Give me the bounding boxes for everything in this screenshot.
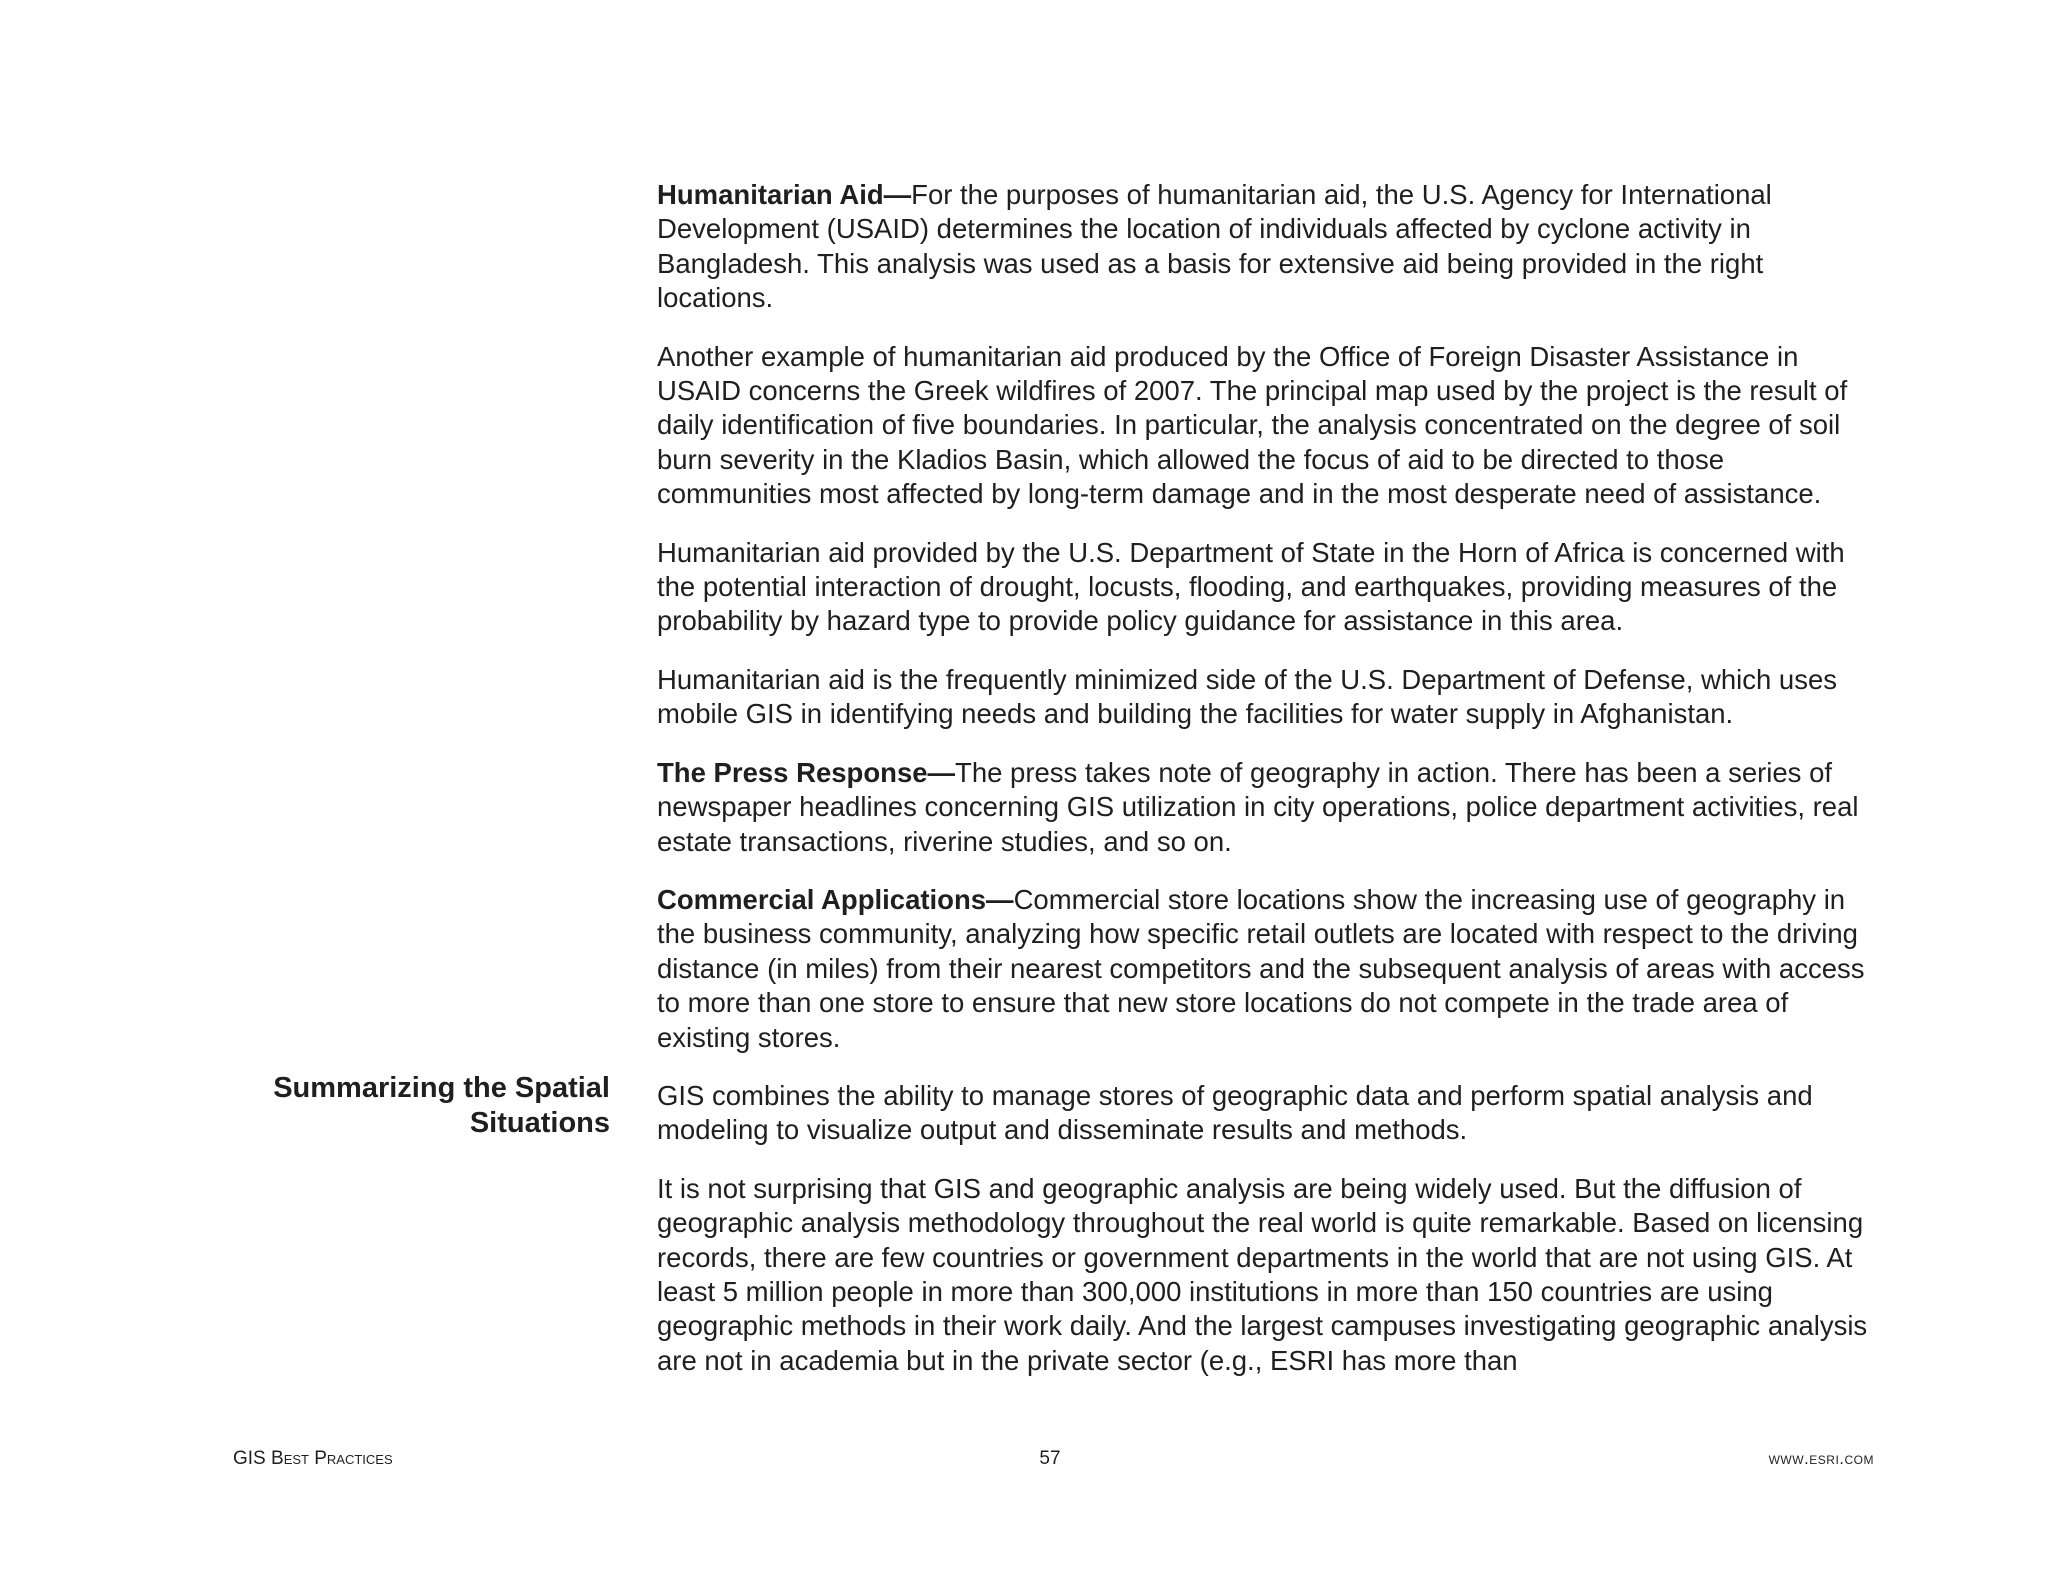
paragraph-text: Humanitarian aid is the frequently minimized side of the U.S. Department of Defense, which uses mobile GIS in identifying needs and building the facilities for water supply in Afghanistan.	[657, 663, 1838, 730]
paragraph-text: Humanitarian aid provided by the U.S. Department of State in the Horn of Africa is concerned with the potential interaction of drought, locusts, flooding, and earthquakes, providing measures of the probability by hazard type to provide policy guidance for assistance in this area.	[657, 536, 1845, 637]
paragraph-lead: Commercial Applications—	[657, 883, 1014, 915]
paragraph-press-response	[657, 756, 1882, 859]
paragraph-text: It is not surprising that GIS and geographic analysis are being widely used. But the diffusion of geographic analysis methodology throughout the real world is quite remarkable. Based on licensing records, there are few countries or government departments in the world that are not using GIS. At least 5 million people in more than 300,000 institutions in more than 150 countries are using geographic methods in their work daily. And the largest campuses investigating geographic analysis are not in academia but in the private sector (e.g., ESRI has more than	[657, 1172, 1868, 1376]
paragraph-humanitarian-aid	[657, 178, 1882, 316]
footer-gis: GIS	[233, 1448, 266, 1469]
paragraph-lead: The Press Response—	[657, 756, 956, 788]
paragraph-text: For the purposes of humanitarian aid, the U.S. Agency for International Development (USAID) determines the location of individuals affected by cyclone activity in Bangladesh. This analysis was used as a basis for extensive aid being provided in the right locations.	[657, 179, 1772, 314]
section-heading: Summarizing the Spatial Situations	[273, 1072, 610, 1139]
paragraph-greek-wildfires	[657, 340, 1882, 512]
paragraph-lead: Humanitarian Aid—	[657, 179, 912, 210]
paragraph-text: GIS combines the ability to manage stores of geographic data and perform spatial analysis and modeling to visualize output and disseminate results and methods.	[657, 1079, 1813, 1146]
paragraph-text: The press takes note of geography in action. There has been a series of newspaper headlines concerning GIS utilization in city operations, police department activities, real estate transactions, riverine studies, and so on.	[657, 756, 1859, 857]
footer-best-practices: Best Practices	[271, 1448, 393, 1469]
paragraph-horn-of-africa	[657, 536, 1882, 639]
paragraph-gis-combines	[657, 1079, 1882, 1148]
paragraph-text: Commercial store locations show the increasing use of geography in the business community, analyzing how specific retail outlets are located with respect to the driving distance (in miles) from their nearest competitors and the subsequent analysis of areas with access to more than one store to ensure that new store locations do not compete in the trade area of existing stores.	[657, 883, 1865, 1053]
footer-url: www.esri.com	[1768, 1449, 1874, 1468]
paragraph-text: Another example of humanitarian aid produced by the Office of Foreign Disaster Assistance in USAID concerns the Greek wildfires of 2007. The principal map used by the project is the result of daily identification of five boundaries. In particular, the analysis concentrated on the degree of soil burn severity in the Kladios Basin, which allowed the focus of aid to be directed to those communities most affected by long-term damage and in the most desperate need of assistance.	[657, 340, 1848, 510]
main-text-column	[657, 178, 1882, 1402]
paragraph-gis-diffusion	[657, 1172, 1882, 1378]
footer-book-title	[233, 1447, 393, 1471]
page-number: 57	[1039, 1448, 1061, 1469]
paragraph-department-of-defense	[657, 663, 1882, 732]
paragraph-commercial-applications	[657, 883, 1882, 1055]
